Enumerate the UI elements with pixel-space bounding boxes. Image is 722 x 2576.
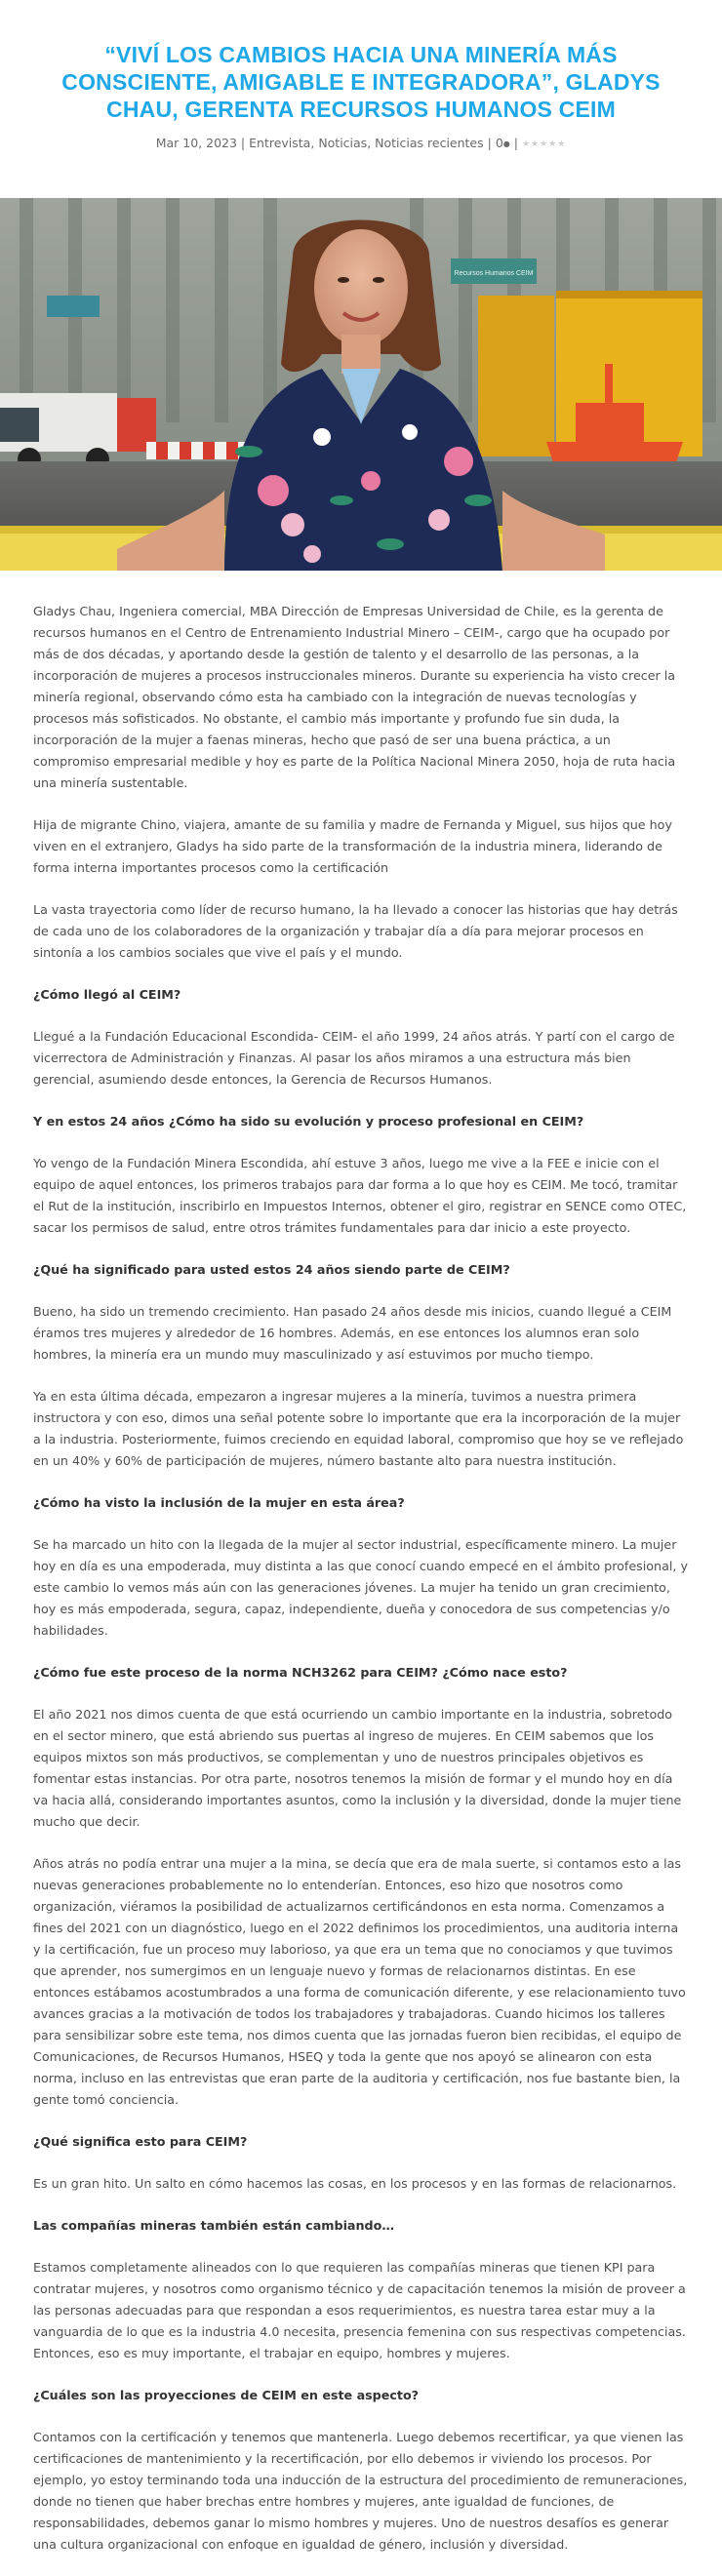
wall-sign: Recursos Humanos CEIM (454, 270, 534, 277)
meta-separator: | (513, 136, 518, 150)
article-paragraph: Yo vengo de la Fundación Minera Escondida, ahí estuve 3 años, luego me vive a la FEE e inicie con el equipo de aquel entonces, los primeros trabajos para dar forma a lo que hoy es CEIM. Me tocó, tramitar el Rut de la institución, inscribirlo en Impuestos Internos, obtener el giro, registrar en SENCE como OTEC, sacar los permisos de salud, entre otros trámites fundamentales para dar inicio a este proyecto. (33, 1156, 687, 1235)
interview-question: ¿Cuáles son las proyecciones de CEIM en este aspecto? (33, 2388, 420, 2402)
post-header (0, 0, 722, 153)
comments-link[interactable] (496, 136, 510, 150)
article-paragraph: Es un gran hito. Un salto en cómo hacemos las cosas, en los procesos y en las formas de relacionarnos. (33, 2176, 677, 2191)
interview-question: ¿Qué ha significado para usted estos 24 años siendo parte de CEIM? (33, 1262, 510, 1277)
comment-count: 0 (495, 136, 503, 150)
category-link-noticias-recientes[interactable]: Noticias recientes (375, 136, 484, 150)
article-paragraph: Se ha marcado un hito con la llegada de la mujer al sector industrial, específicamente minero. La mujer hoy en día es una empoderada, muy distinta a las que conocí cuando empecé en el ámbito profesional, y este cambio lo vemos más aún con las generaciones jóvenes. La mujer ha tenido un gran crecimiento, hoy es más empoderada, segura, capaz, independiente, dueña y conocedora de sus competencias y/o habilidades. (33, 1537, 688, 1638)
article-paragraph: Hija de migrante Chino, viajera, amante de su familia y madre de Fernanda y Miguel, sus hijos que hoy viven en el extranjero, Gladys ha sido parte de la transformación de la industria minera, liderando de forma interna importantes procesos como la certificación (33, 817, 672, 875)
article-paragraph: Contamos con la certificación y tenemos que mantenerla. Luego debemos recertificar, ya que vienen las certificaciones de mantenimiento y la recertificación, por ello debemos ir viviendo los procesos. Por ejemplo, yo estoy terminando toda una inducción de la estructura del procedimiento de remuneraciones, donde no tienen que haber brechas entre hombres y mujeres, ante igualdad de funciones, de responsabilidades, debemos ganar lo mismo hombres y mujeres. Uno de nuestros desafíos es generar una cultura organizacional con enfoque en igualdad de género, inclusión y diversidad. (33, 2430, 688, 2552)
post-date: Mar 10, 2023 (155, 136, 237, 150)
category-link-noticias[interactable]: Noticias (318, 136, 368, 150)
interview-question: Y en estos 24 años ¿Cómo ha sido su evolución y proceso profesional en CEIM? (33, 1114, 584, 1129)
interview-question: ¿Cómo ha visto la inclusión de la mujer en esta área? (33, 1495, 405, 1510)
article-body (33, 601, 689, 2576)
post-meta: Mar 10, 2023 | Entrevista, Noticias, Noticias recientes | 0● | ★★★★★ (155, 136, 567, 150)
meta-separator: | (240, 136, 246, 150)
meta-separator: | (487, 136, 492, 150)
article-paragraph: Ya en esta última década, empezaron a ingresar mujeres a la minería, tuvimos a nuestra primera instructora y con eso, dimos una señal potente sobre lo importante que era la incorporación de la mujer a la industria. Posteriormente, fuimos creciendo en equidad laboral, compromiso que hoy se ve reflejado en un 40% y 60% de participación de mujeres, número bastante alto para nuestra institución. (33, 1389, 684, 1468)
article-paragraph: Bueno, ha sido un tremendo crecimiento. Han pasado 24 años desde mis inicios, cuando llegué a CEIM éramos tres mujeres y alrededor de 16 hombres. Además, en ese entonces los alumnos eran solo hombres, la minería era un mundo muy masculinizado y así estuvimos por mucho tiempo. (33, 1304, 672, 1362)
article-paragraph: Estamos completamente alineados con lo que requieren las compañías mineras que tienen KPI para contratar mujeres, y nosotros como organismo técnico y de capacitación tenemos la misión de proveer a las personas adecuadas para que respondan a esos requerimientos, es nuestra tarea estar muy a la vanguardia de lo que es la industria 4.0 necesita, presencia femenina con sus respectivas competencias. Entonces, eso es muy importante, el trabajar en equipo, hombres y mujeres. (33, 2260, 686, 2360)
portrait-photo (0, 198, 722, 571)
article-paragraph: Llegué a la Fundación Educacional Escondida- CEIM- el año 1999, 24 años atrás. Y partí con el cargo de vicerrectora de Administración y Finanzas. Al pasar los años miramos a una estructura más bien gerencial, asumiendo desde entonces, la Gerencia de Recursos Humanos. (33, 1029, 675, 1087)
interview-question: ¿Cómo fue este proceso de la norma NCH3262 para CEIM? ¿Cómo nace esto? (33, 1665, 568, 1680)
interview-question: ¿Qué significa esto para CEIM? (33, 2134, 248, 2149)
comment-bubble-icon: ● (502, 139, 510, 148)
article-paragraph: El año 2021 nos dimos cuenta de que está ocurriendo un cambio importante en la industria, sobretodo en el sector minero, que está abriendo sus puertas al ingreso de mujeres. En CEIM sabemos que los equipos mixtos son más productivos, se complementan y uno de nuestros principales objetivos es fomentar estas instancias. Por otra parte, nosotros tenemos la misión de formar y el mundo hoy en día va hacia allá, considerando importantes asuntos, como la inclusión y la diversidad, donde la mujer tiene mucho que decir. (33, 1707, 682, 1829)
star-rating-icon[interactable]: ★★★★★ (521, 139, 567, 149)
interview-question: ¿Cómo llegó al CEIM? (33, 987, 181, 1002)
article-paragraph: Gladys Chau, Ingeniera comercial, MBA Dirección de Empresas Universidad de Chile, es la gerenta de recursos humanos en el Centro de Entrenamiento Industrial Minero – CEIM-, cargo que ha ocupado por más de dos décadas, y aportando desde la gestión de talento y el desarrollo de las personas, a la incorporación de mujeres a procesos instruccionales mineros. Durante su experiencia ha visto crecer la minería regional, observando cómo esta ha cambiado con la integración de nuevas tecnologías y procesos más sofisticados. No obstante, el cambio más importante y profundo fue sin duda, la incorporación de la mujer a faenas mineras, hecho que pasó de ser una buena práctica, a un compromiso empresarial medible y hoy es parte de la Política Nacional Minera 2050, hoja de ruta hacia una minería sustentable. (33, 604, 676, 790)
hero-image (0, 198, 722, 571)
article-paragraph: La vasta trayectoria como líder de recurso humano, la ha llevado a conocer las historias que hay detrás de cada uno de los colaboradores de la organización y trabajar día a día para mejorar procesos en sintonía a los cambios sociales que vive el país y el mundo. (33, 902, 678, 960)
category-link-entrevista[interactable]: Entrevista (249, 136, 311, 150)
article-paragraph: Años atrás no podía entrar una mujer a la mina, se decía que era de mala suerte, si contamos esto a las nuevas generaciones probablemente no lo entenderían. Entonces, eso hizo que nosotros como organización, viéramos la posibilidad de actualizarnos certificándonos en esta norma. Comenzamos a fines del 2021 con un diagnóstico, luego en el 2022 definimos los procedimientos, una auditoria interna y la certificación, fue un proceso muy laborioso, ya que era un tema que no conociamos y que tuvimos que aprender, nos sumergimos en un lenguaje nuevo y formas de relacionarnos distintas. En ese entonces estábamos acostumbrados a una forma de comunicación diferente, y ese relacionamiento tuvo avances gracias a la motivación de todos los trabajadores y trabajadoras. Cuando hicimos los talleres para sensibilizar sobre este tema, nos dimos cuenta que las jornadas fueron bien recibidas, el equipo de Comunicaciones, de Recursos Humanos, HSEQ y toda la gente que nos apoyó se alinearon con esta norma, incluso en las entrevistas que eran parte de la auditoria y certificación, nos fue bastante bien, la gente tomó conciencia. (33, 1856, 686, 2107)
post-title: “VIVÍ LOS CAMBIOS HACIA UNA MINERÍA MÁS CONSCIENTE, AMIGABLE E INTEGRADORA”, GLADYS CHAU, GERENTA RECURSOS HUMANOS CEIM (61, 42, 661, 122)
interview-question: Las compañías mineras también están cambiando… (33, 2218, 395, 2233)
